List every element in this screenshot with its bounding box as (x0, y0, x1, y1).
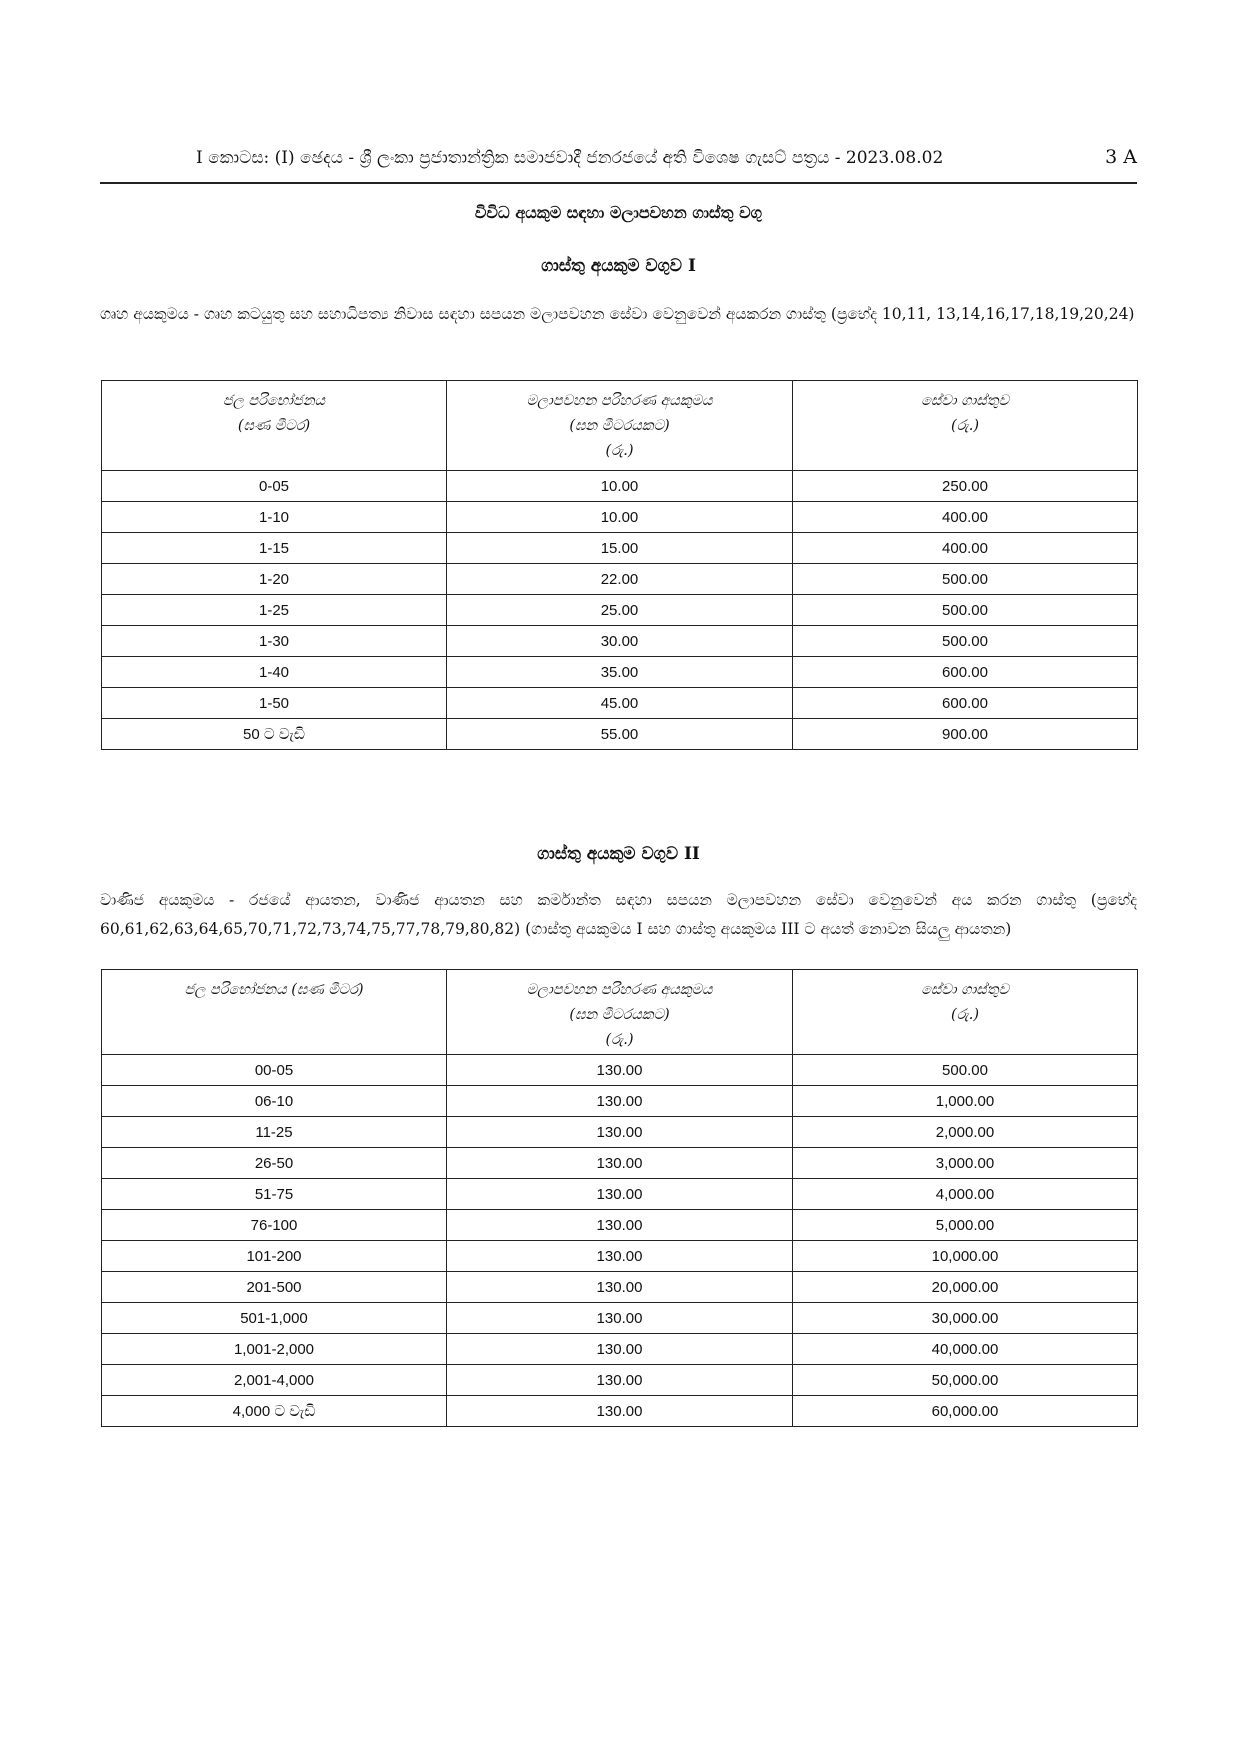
table-row (102, 1334, 1138, 1365)
table-cell: 130.00 (447, 1365, 793, 1396)
column-header-line: මලාපවහන පරිහරණ අයකුමය (526, 982, 713, 998)
table-row (102, 626, 1138, 657)
table-cell: 30,000.00 (793, 1303, 1138, 1334)
table-cell: 130.00 (447, 1117, 793, 1148)
table-cell: 130.00 (447, 1396, 793, 1427)
table-cell: 5,000.00 (793, 1210, 1138, 1241)
table-cell: 600.00 (793, 688, 1138, 719)
column-header-line: (රු.) (605, 1032, 634, 1048)
table-cell: 2,000.00 (793, 1117, 1138, 1148)
column-header-line: (ඝන මීටරයකට) (569, 418, 670, 434)
column-header-line: සේවා ගාස්තුව (921, 393, 1009, 409)
table-cell: 40,000.00 (793, 1334, 1138, 1365)
table-cell: 3,000.00 (793, 1148, 1138, 1179)
table-cell: 06-10 (102, 1086, 447, 1117)
table-cell: 51-75 (102, 1179, 447, 1210)
table-row (102, 1241, 1138, 1272)
table-cell: 500.00 (793, 626, 1138, 657)
table-cell: 4,000.00 (793, 1179, 1138, 1210)
page-number: 3 A (1105, 146, 1137, 168)
table-cell: 20,000.00 (793, 1272, 1138, 1303)
table-cell: 400.00 (793, 502, 1138, 533)
table-cell: 1-20 (102, 564, 447, 595)
table-row (102, 1210, 1138, 1241)
table-cell: 1-10 (102, 502, 447, 533)
table-row (102, 533, 1138, 564)
section1-heading: ගාස්තු අයකුම වගුව I (541, 256, 696, 276)
column-header-line: මලාපවහන පරිහරණ අයකුමය (526, 393, 713, 409)
table-cell: 15.00 (447, 533, 793, 564)
table-cell: 10.00 (447, 502, 793, 533)
table-cell: 500.00 (793, 595, 1138, 626)
column-header-line: (රු.) (950, 1007, 980, 1023)
table-cell: 130.00 (447, 1334, 793, 1365)
table-cell: 0-05 (102, 471, 447, 502)
table-row (102, 657, 1138, 688)
table-row (102, 1117, 1138, 1148)
tariff-table-1 (101, 380, 1138, 750)
table-cell: 1-50 (102, 688, 447, 719)
table-cell: 50 ට වැඩි (102, 719, 447, 750)
column-header (102, 381, 447, 471)
table-cell: 1-15 (102, 533, 447, 564)
table-row (102, 1148, 1138, 1179)
table-cell: 1-30 (102, 626, 447, 657)
table-cell: 30.00 (447, 626, 793, 657)
table-cell: 10,000.00 (793, 1241, 1138, 1272)
table-cell: 10.00 (447, 471, 793, 502)
column-header (793, 970, 1138, 1055)
table-row (102, 1303, 1138, 1334)
table-cell: 130.00 (447, 1055, 793, 1086)
column-header (447, 381, 793, 471)
table-cell: 55.00 (447, 719, 793, 750)
table-cell: 35.00 (447, 657, 793, 688)
table-row (102, 1086, 1138, 1117)
page-header (100, 142, 1137, 184)
table-row (102, 595, 1138, 626)
table-cell: 60,000.00 (793, 1396, 1138, 1427)
table-cell: 130.00 (447, 1303, 793, 1334)
table-row (102, 1179, 1138, 1210)
header-text: I කොටස: (I) ඡෙදය - ශ්‍රී ලංකා ප්‍රජාතාන්ත්‍රික සමාජවාදී ජනරජයේ අති විශෙෂ ගැසට් පත්‍රය - 2023.08.02 (196, 148, 944, 168)
column-header-line: (රු.) (605, 443, 634, 459)
table-cell: 250.00 (793, 471, 1138, 502)
column-header-line: (ඝන මීටරයකට) (569, 1007, 670, 1023)
table-row (102, 1272, 1138, 1303)
table-row (102, 719, 1138, 750)
table-cell: 45.00 (447, 688, 793, 719)
table-cell: 600.00 (793, 657, 1138, 688)
table-row (102, 564, 1138, 595)
table-cell: 130.00 (447, 1148, 793, 1179)
table-cell: 130.00 (447, 1086, 793, 1117)
column-header (102, 970, 447, 1055)
tariff-table-2 (101, 969, 1138, 1427)
table-row (102, 688, 1138, 719)
table-cell: 201-500 (102, 1272, 447, 1303)
table-cell: 501-1,000 (102, 1303, 447, 1334)
section1-description: ගෘහ අයකුමය - ගෘහ කටයුතු සහ සහාධිපත්‍ය නිවාස සඳහා සපයන මලාපවහන සේවා වෙනුවෙන් අයකරන ගාස්තු (ප්‍රභේද 10,11, 13,14,16,17,18,19,20,24) (100, 305, 1135, 323)
table-row (102, 1055, 1138, 1086)
column-header-line: (ඝණ මීටර) (237, 418, 311, 434)
table-cell: 1-40 (102, 657, 447, 688)
section2-description: වාණිජ අයකුමය - රජයේ ආයතන, වාණිජ ආයතන සහ කර්මාන්ත සඳහා සපයන මලාපවහන සේවා වෙනුවෙන් අය කරන ගාස්තු (ප්‍රභේද 60,61,62,63,64,65,70,71,72,73,74,75,77,78,79,80,82) (ගාස්තු අයකුමය I සහ ගාස්තු අයකුමය III ට අයත් නොවන සියලු ආයතන) (100, 891, 1137, 938)
table-row (102, 471, 1138, 502)
column-header (793, 381, 1138, 471)
column-header (447, 970, 793, 1055)
table-cell: 400.00 (793, 533, 1138, 564)
table-cell: 50,000.00 (793, 1365, 1138, 1396)
section2-heading: ගාස්තු අයකුම වගුව II (537, 844, 700, 864)
column-header-line: ජල පරිභෝජනය (ඝණ මීටර) (184, 982, 364, 998)
table-cell: 26-50 (102, 1148, 447, 1179)
table-cell: 1,000.00 (793, 1086, 1138, 1117)
table-cell: 130.00 (447, 1241, 793, 1272)
table-cell: 4,000 ට වැඩි (102, 1396, 447, 1427)
table-cell: 500.00 (793, 564, 1138, 595)
table-cell: 76-100 (102, 1210, 447, 1241)
table-cell: 25.00 (447, 595, 793, 626)
table-cell: 00-05 (102, 1055, 447, 1086)
table-cell: 22.00 (447, 564, 793, 595)
table-cell: 500.00 (793, 1055, 1138, 1086)
column-header-line: (රු.) (950, 418, 980, 434)
table-cell: 1-25 (102, 595, 447, 626)
table-row (102, 502, 1138, 533)
table-cell: 1,001-2,000 (102, 1334, 447, 1365)
table-cell: 101-200 (102, 1241, 447, 1272)
table-cell: 130.00 (447, 1272, 793, 1303)
main-title: විවිධ අයකුම සඳහා මලාපවහන ගාස්තු වගු (474, 203, 763, 222)
column-header-line: ජල පරිභෝජනය (222, 393, 326, 409)
table-row (102, 1365, 1138, 1396)
table-cell: 11-25 (102, 1117, 447, 1148)
table-cell: 900.00 (793, 719, 1138, 750)
table-row (102, 1396, 1138, 1427)
column-header-line: සේවා ගාස්තුව (921, 982, 1009, 998)
table-cell: 130.00 (447, 1210, 793, 1241)
table-cell: 2,001-4,000 (102, 1365, 447, 1396)
table-cell: 130.00 (447, 1179, 793, 1210)
